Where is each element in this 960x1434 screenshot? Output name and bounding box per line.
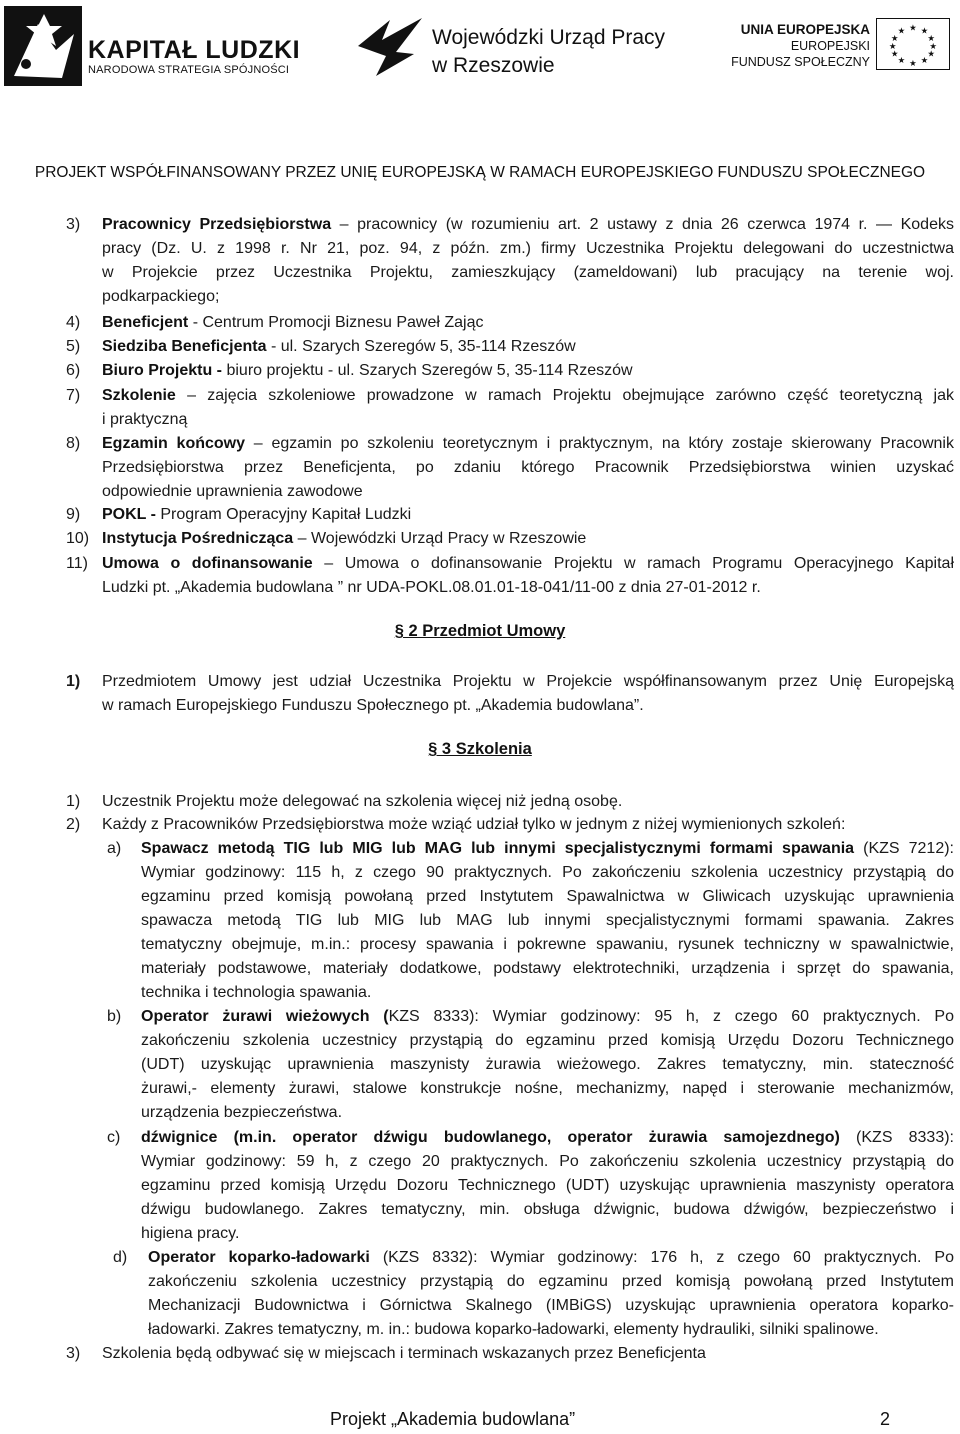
svg-text:★: ★ [897, 25, 906, 36]
item-a-line6: materiały podstawowe, materiały dodatkowe, podstawy elektrotechniki, urządzenia i sprzęt do spawania, [141, 960, 954, 977]
wup-logo [356, 14, 676, 84]
def8-number: 8) [66, 435, 81, 452]
item-c-line1-tail: (KZS 8333): [839, 1129, 955, 1146]
def11-term: Umowa o dofinansowanie [102, 555, 313, 572]
page-number: 2 [879, 1409, 890, 1429]
def7-number: 7) [66, 387, 81, 404]
def3-line2: pracy (Dz. U. z 1998 r. Nr 21, poz. 94, z późn. zm.) firmy Uczestnika Projektu delegowani do uczestnictwa [102, 240, 954, 257]
def6-term: Biuro Projektu - [102, 362, 223, 379]
item-d-line4: ładowarki. Zakres tematyczny, m. in.: budowa koparko-ładowarki, elementy hydrauliki, silniki spalinowe. [148, 1321, 879, 1338]
def11-line1 [102, 552, 954, 575]
item-b-line3: (UDT) uzyskując uprawnienia maszynisty żurawia wieżowego. Zakres tematyczny, min. stateczność [141, 1056, 954, 1073]
item-b-line1 [141, 1005, 954, 1028]
item-c-line2: Wymiar godzinowy: 59 h, z czego 20 praktycznych. Po zakończeniu szkolenia uczestnicy przystąpią do [141, 1153, 954, 1170]
def8-line1-text: – egzamin po szkoleniu teoretycznym i praktycznym, na który zostaje skierowany Pracownik [253, 435, 954, 452]
def5-term: Siedziba Beneficjenta [102, 338, 267, 355]
def3-line4: podkarpackiego; [102, 288, 220, 305]
item-a-line2: Wymiar godzinowy: 115 h, z czego 90 praktycznych. Po zakończeniu szkolenia uczestnicy przystąpią do [141, 864, 954, 881]
def7-line1 [102, 384, 954, 407]
def3-line1-text: – pracownicy (w rozumieniu art. 2 ustawy z dnia 26 czerwca 1974 r. — Kodeks [339, 216, 954, 233]
def6-line [102, 359, 633, 382]
def9-text: Program Operacyjny Kapitał Ludzki [155, 506, 412, 523]
def8-term: Egzamin końcowy [102, 435, 246, 452]
header-logos [0, 0, 960, 110]
item-a-line4: spawacza metodą TIG lub MIG lub MAG lub innymi specjalistycznymi formami spawania. Zakres [141, 912, 954, 929]
item-a-line7: technika i technologia spawania. [141, 984, 372, 1001]
item-c-title: dźwignice (m.in. operator dźwigu budowlanego, operator żurawia samojezdnego) [141, 1129, 840, 1146]
svg-text:★: ★ [920, 25, 929, 36]
item-d-line3: Mechanizacji Budownictwa i Górnictwa Skalnego (IMBiGS) uzyskując uprawnienia operatora koparko- [148, 1297, 954, 1314]
def4-line [102, 311, 483, 334]
item-a-title: Spawacz metodą TIG lub MIG lub MAG lub innymi specjalistycznymi formami spawania [141, 840, 855, 857]
eu-flag-icon [876, 18, 950, 70]
footer-project-title: Projekt „Akademia budowlana” [330, 1409, 576, 1429]
item-b-line1-tail: KZS 8333): Wymiar godzinowy: 95 h, z czego 60 praktycznych. Po [388, 1008, 954, 1025]
s3-p2-number: 2) [66, 816, 81, 833]
def5-line [102, 335, 576, 358]
def3-term: Pracownicy Przedsiębiorstwa [102, 216, 332, 233]
item-a-line1-tail: (KZS 7212): [854, 840, 955, 857]
item-c-line5: higiena pracy. [141, 1225, 240, 1242]
wup-bird-icon [356, 16, 426, 78]
kapital-ludzki-logo [4, 6, 304, 86]
item-b-line2: zakończeniu szkolenia uczestnicy przystąpią do egzaminu przed komisją Urzędu Dozoru Technicznego [141, 1032, 954, 1049]
item-b-line5: urządzenia bezpieczeństwa. [141, 1104, 343, 1121]
def3-line1 [102, 213, 954, 236]
svg-text:★: ★ [927, 33, 936, 44]
def4-term: Beneficjent [102, 314, 189, 331]
section2-heading: § 2 Przedmiot Umowy [394, 622, 566, 640]
def10-number: 10) [66, 530, 90, 547]
s2-p1-number: 1) [66, 673, 81, 690]
def7-line2: i praktyczną [102, 411, 188, 428]
def5-number: 5) [66, 338, 81, 355]
def7-line1-text: – zajęcia szkoleniowe prowadzone w ramach Projektu obejmujące zarówno część teoretyczną jak [187, 387, 954, 404]
item-c-line1 [141, 1126, 954, 1149]
svg-text:★: ★ [888, 40, 897, 51]
item-a-line5: tematyczny obejmuje, m.in.: procesy spawania i pokrewne spawaniu, rysunek techniczny w spawalnictwie, [141, 936, 954, 953]
kapital-ludzki-subtitle: NARODOWA STRATEGIA SPÓJNOŚCI [88, 64, 290, 76]
s2-p1-line2: w ramach Europejskiego Funduszu Społecznego pt. „Akademia budowlana”. [102, 697, 644, 714]
svg-text:★: ★ [890, 33, 899, 44]
s3-p3-text: Szkolenia będą odbywać się w miejscach i terminach wskazanych przez Beneficjenta [102, 1345, 706, 1362]
ue-line3: FUNDUSZ SPOŁECZNY [731, 55, 870, 69]
item-c-line3: egzaminu przed komisją Urzędu Dozoru Technicznego (UDT) uzyskując uprawnienia maszynisty operatora [141, 1177, 954, 1194]
def9-number: 9) [66, 506, 81, 523]
project-cofinancing-header: PROJEKT WSPÓŁFINANSOWANY PRZEZ UNIĘ EUROPEJSKĄ W RAMACH EUROPEJSKIEGO FUNDUSZU SPOŁECZNEGO [34, 164, 926, 181]
def9-line [102, 503, 411, 526]
s3-p3-number: 3) [66, 1345, 81, 1362]
kapital-ludzki-emblem-icon [4, 6, 82, 86]
svg-text:★: ★ [909, 22, 917, 33]
def8-line3: odpowiednie uprawnienia zawodowe [102, 483, 363, 500]
svg-text:★: ★ [909, 58, 917, 69]
svg-text:★: ★ [927, 48, 936, 59]
wup-name-line1: Wojewódzki Urząd Pracy [432, 26, 666, 49]
def6-number: 6) [66, 362, 81, 379]
def3-line3: w Projekcie przez Uczestnika Projektu, zamieszkujący (zameldowani) lub pracujący na terenie woj. [102, 264, 954, 281]
section3-heading: § 3 Szkolenia [428, 740, 532, 758]
def10-text: – Wojewódzki Urząd Pracy w Rzeszowie [293, 530, 587, 547]
svg-text:★: ★ [920, 55, 929, 66]
item-d-line2: zakończeniu szkolenia uczestnicy przystąpią do egzaminu przed komisją powołaną przed Instytutem [148, 1273, 954, 1290]
item-d-line1-tail: (KZS 8332): Wymiar godzinowy: 176 h, z czego 60 praktycznych. Po [369, 1249, 955, 1266]
ue-logo-text [731, 22, 870, 70]
ue-logo [722, 18, 954, 84]
def11-number: 11) [66, 555, 88, 572]
item-d-title: Operator koparko-ładowarki [148, 1249, 370, 1266]
s3-p1-text: Uczestnik Projektu może delegować na szkolenia więcej niż jedną osobę. [102, 793, 623, 810]
item-a-line3: egzaminu przed komisją powołaną przed Instytutem Spawalnictwa w Gliwicach uzyskując uprawnienia [141, 888, 954, 905]
svg-text:★: ★ [897, 55, 906, 66]
item-b-letter: b) [107, 1008, 122, 1025]
def7-term: Szkolenie [102, 387, 176, 404]
def4-text: - Centrum Promocji Biznesu Paweł Zając [188, 314, 484, 331]
def5-text: - ul. Szarych Szeregów 5, 35-114 Rzeszów [266, 338, 576, 355]
def9-term: POKL - [102, 506, 156, 523]
def4-number: 4) [66, 314, 81, 331]
def10-line [102, 527, 586, 550]
item-b-line4: żurawi,- elementy żurawi, stalowe konstrukcje nośne, mechanizmy, napęd i sterowanie mechanizmów, [141, 1080, 954, 1097]
item-c-line4: dźwigu budowlanego. Zakres tematyczny, min. obsługa dźwignic, budowa dźwigów, bezpieczeństwo i [141, 1201, 954, 1218]
s2-p1-line1: Przedmiotem Umowy jest udział Uczestnika Projektu w Projekcie współfinansowanym przez Unię Europejską [102, 673, 954, 690]
def6-text: biuro projektu - ul. Szarych Szeregów 5, 35-114 Rzeszów [222, 362, 633, 379]
svg-text:★: ★ [890, 48, 899, 59]
ue-line1: UNIA EUROPEJSKA [740, 22, 870, 37]
kapital-ludzki-title: KAPITAŁ LUDZKI [88, 36, 301, 64]
def8-line1 [102, 432, 954, 455]
def8-line2: Przedsiębiorstwa przez Beneficjenta, po zdaniu którego Pracownik Przedsiębiorstwa winien uzyskać [102, 459, 954, 476]
ue-line2: EUROPEJSKI [790, 39, 870, 53]
item-c-letter: c) [107, 1129, 121, 1146]
def10-term: Instytucja Pośrednicząca [102, 530, 294, 547]
def11-line2: Ludzki pt. „Akademia budowlana ” nr UDA-POKL.08.01.01-18-041/11-00 z dnia 27-01-2012 r. [102, 579, 761, 596]
item-b-title: Operator żurawi wieżowych ( [141, 1008, 389, 1025]
s3-p1-number: 1) [66, 793, 81, 810]
item-d-line1 [148, 1246, 954, 1269]
def3-number: 3) [66, 216, 81, 233]
item-a-line1 [141, 837, 954, 860]
item-a-letter: a) [107, 840, 122, 857]
s3-p2-text: Każdy z Pracowników Przedsiębiorstwa może wziąć udział tylko w jednym z niżej wymienionych szkoleń: [102, 816, 846, 833]
page-footer [330, 1409, 910, 1430]
def11-line1-text: – Umowa o dofinansowanie Projektu w ramach Programu Operacyjnego Kapitał [324, 555, 954, 572]
item-d-letter: d) [113, 1249, 128, 1266]
wup-name-line2: w Rzeszowie [432, 54, 555, 77]
svg-text:★: ★ [929, 40, 938, 51]
